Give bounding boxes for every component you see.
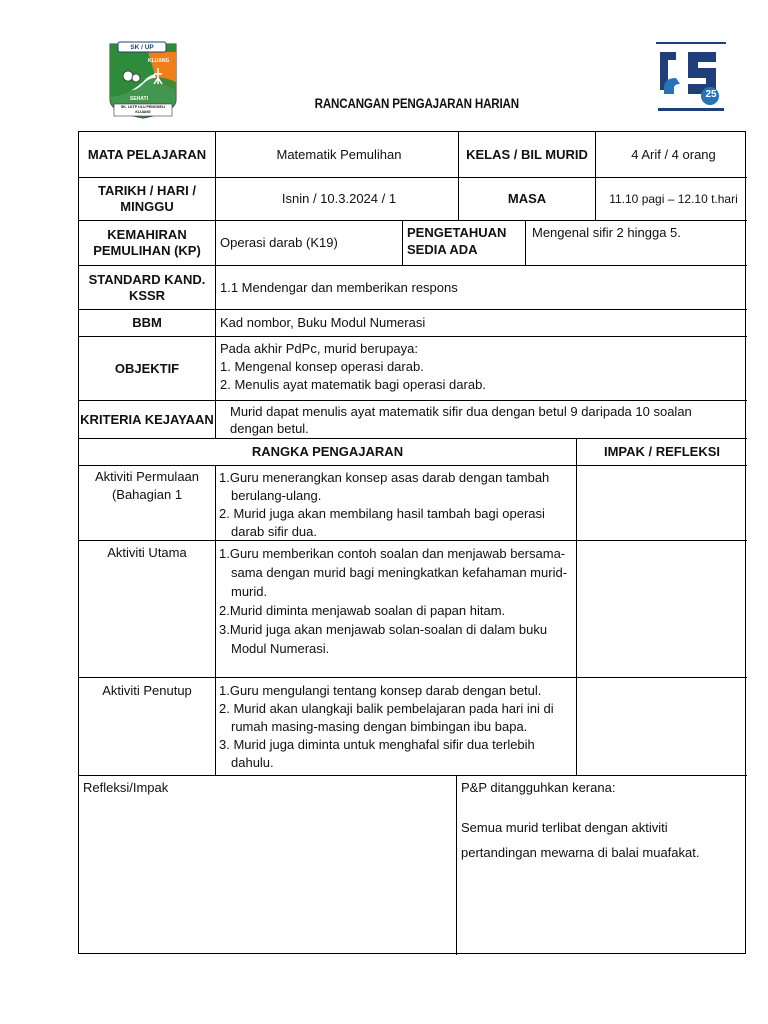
standard-value: 1.1 Mendengar dan memberikan respons [216,266,747,310]
impak-header: IMPAK / REFLEKSI [577,439,747,466]
tarikh-label: TARIKH / HARI / MINGGU [79,178,216,221]
aktiviti-penutup-content [216,678,577,776]
objektif-line: Pada akhir PdPc, murid berupaya: [220,341,418,356]
kelas-label: KELAS / BIL MURID [459,132,596,178]
bbm-value: Kad nombor, Buku Modul Numerasi [216,310,747,337]
lesson-plan-table [78,131,746,954]
logo-text-sk: SK [130,44,140,51]
aktiviti-utama-label: Aktiviti Utama [79,541,216,678]
list-item: 2. Murid akan ulangkaji balik pembelajaran pada hari ini di rumah masing-masing dengan bimbingan ibu bapa. [219,701,554,734]
kriteria-label: KRITERIA KEJAYAAN [79,401,216,439]
logo-text-bottom2: KLUANG [135,110,151,114]
refleksi-label: Refleksi/Impak [83,780,169,795]
impak-cell [577,466,747,541]
aktiviti-utama-content [216,541,577,678]
tarikh-value: Isnin / 10.3.2024 / 1 [216,178,459,221]
list-item: 2. Murid juga akan membilang hasil tambah bagi operasi darab sifir dua. [219,506,545,539]
aktiviti-penutup-label: Aktiviti Penutup [79,678,216,776]
objektif-line: 2. Menulis ayat matematik bagi operasi darab. [220,377,486,392]
objektif-line: 1. Mengenal konsep operasi darab. [220,359,424,374]
objektif-value [216,337,747,401]
aktiviti-permulaan-label: Aktiviti Permulaan (Bahagian 1 [79,466,216,541]
kemahiran-value: Operasi darab (K19) [216,221,403,266]
masa-label: MASA [459,178,596,221]
kriteria-value: Murid dapat menulis ayat matematik sifir dua dengan betul 9 daripada 10 soalan dengan betul. [216,401,747,439]
pp-ditangguhkan-box [457,776,747,955]
impak-cell [577,678,747,776]
kemahiran-label: KEMAHIRAN PEMULIHAN (KP) [79,221,216,266]
pp-reason-line: Semua murid terlibat dengan aktiviti [461,820,668,835]
objektif-label: OBJEKTIF [79,337,216,401]
logo-text-bottom: SK. LKTP ULU PENGGELI [120,105,166,109]
logo-text-up: UP [144,44,154,51]
pp-label: P&P ditangguhkan kerana: [461,780,616,795]
list-item: 2.Murid diminta menjawab soalan di papan hitam. [219,603,506,618]
kelas-value: 4 Arif / 4 orang [596,132,747,178]
mata-pelajaran-label: MATA PELAJARAN [79,132,216,178]
list-item: 1.Guru menerangkan konsep asas darab dengan tambah berulang-ulang. [219,470,550,503]
logo-text-kluang: KLUANG [148,58,170,64]
impak-cell [577,541,747,678]
masa-value: 11.10 pagi – 12.10 t.hari [596,178,747,221]
list-item: 3. Murid juga diminta untuk menghafal sifir dua terlebih dahulu. [219,737,535,770]
logo-number-25: 25 [705,89,717,100]
bbm-label: BBM [79,310,216,337]
refleksi-impak-box [79,776,457,955]
aktiviti-permulaan-content [216,466,577,541]
school-crest-logo: SK / UP KLUANG SEHATI SK. LKTP ULU PENGGELI KLUANG [104,38,182,122]
pengetahuan-value: Mengenal sifir 2 hingga 5. [526,221,747,266]
rangka-header: RANGKA PENGAJARAN [79,439,577,466]
list-item: 1.Guru memberikan contoh soalan dan menjawab bersama-sama dengan murid bagi meningkatkan kefahaman murid-murid. [219,546,568,599]
pengetahuan-label: PENGETAHUAN SEDIA ADA [403,221,526,266]
standard-label: STANDARD KAND. KSSR [79,266,216,310]
logo-text-motto: SEHATI [130,96,148,102]
mata-pelajaran-value: Matematik Pemulihan [216,132,459,178]
document-title: RANCANGAN PENGAJARAN HARIAN [314,96,520,111]
list-item: 1.Guru mengulangi tentang konsep darab dengan betul. [219,683,542,698]
pp-reason-line: pertandingan mewarna di balai muafakat. [461,845,700,860]
list-item: 3.Murid juga akan menjawab solan-soalan di dalam buku Modul Numerasi. [219,622,548,656]
